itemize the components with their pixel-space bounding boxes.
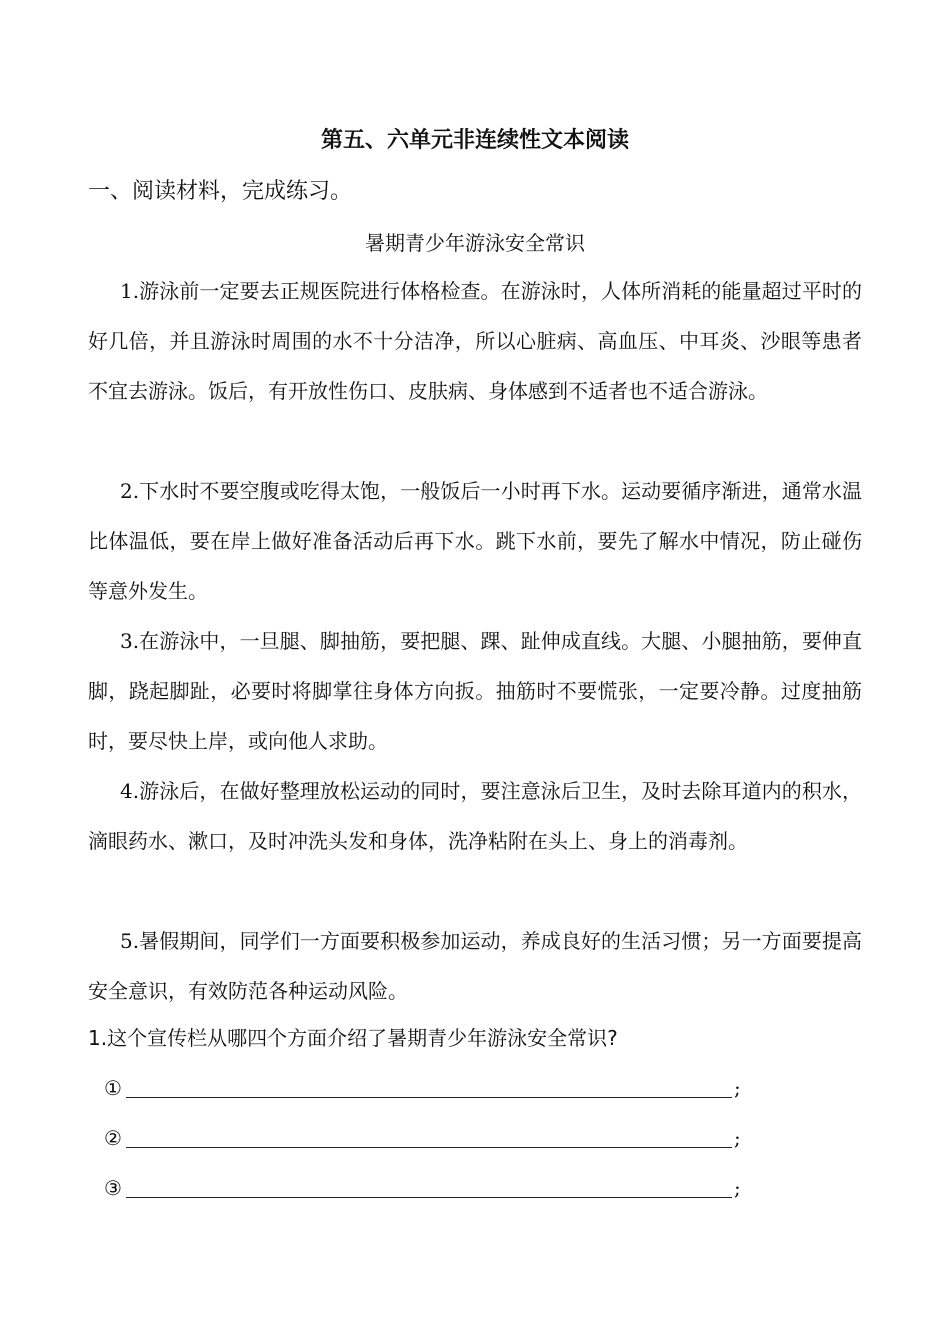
- paragraph-5: 5.暑假期间，同学们一方面要积极参加运动，养成良好的生活习惯；另一方面要提高安全意识，有效防范各种运动风险。: [88, 929, 862, 1003]
- answer-marker: ②: [104, 1126, 122, 1150]
- paragraph-2: 2.下水时不要空腹或吃得太饱，一般饭后一小时再下水。运动要循序渐进，通常水温比体温低，要在岸上做好准备活动后再下水。跳下水前，要先了解水中情况，防止碰伤等意外发生。: [88, 479, 862, 603]
- paragraph-3: 3.在游泳中，一旦腿、脚抽筋，要把腿、踝、趾伸成直线。大腿、小腿抽筋，要伸直脚，跷起脚趾，必要时将脚掌往身体方向扳。抽筋时不要慌张，一定要冷静。过度抽筋时，要尽快上岸，或向他人求助。: [88, 629, 862, 753]
- answer-marker: ③: [104, 1176, 122, 1200]
- answer-blank[interactable]: [126, 1197, 732, 1198]
- paragraph-1: 1.游泳前一定要去正规医院进行体格检查。在游泳时，人体所消耗的能量超过平时的好几倍，并且游泳时周围的水不十分洁净，所以心脏病、高血压、中耳炎、沙眼等患者不宜去游泳。饭后，有开放性伤口、皮肤病、身体感到不适者也不适合游泳。: [88, 279, 862, 403]
- answer-terminator: ;: [734, 1176, 741, 1200]
- answer-blank[interactable]: [126, 1147, 732, 1148]
- answer-line-1: [104, 1072, 744, 1104]
- paragraph-4: 4.游泳后，在做好整理放松运动的同时，要注意泳后卫生，及时去除耳道内的积水，滴眼药水、漱口，及时冲洗头发和身体，洗净粘附在头上、身上的消毒剂。: [88, 779, 862, 853]
- answer-blank[interactable]: [126, 1097, 732, 1098]
- article-title: 暑期青少年游泳安全常识: [365, 231, 585, 255]
- answer-terminator: ;: [734, 1126, 741, 1150]
- answer-line-3: [104, 1172, 744, 1204]
- question-1: 1.这个宣传栏从哪四个方面介绍了暑期青少年游泳安全常识?: [88, 1026, 618, 1050]
- section-heading: 一、阅读材料，完成练习。: [88, 179, 353, 204]
- answer-marker: ①: [104, 1076, 122, 1100]
- page-title: 第五、六单元非连续性文本阅读: [320, 128, 629, 153]
- answer-line-2: [104, 1122, 744, 1154]
- answer-terminator: ;: [734, 1076, 741, 1100]
